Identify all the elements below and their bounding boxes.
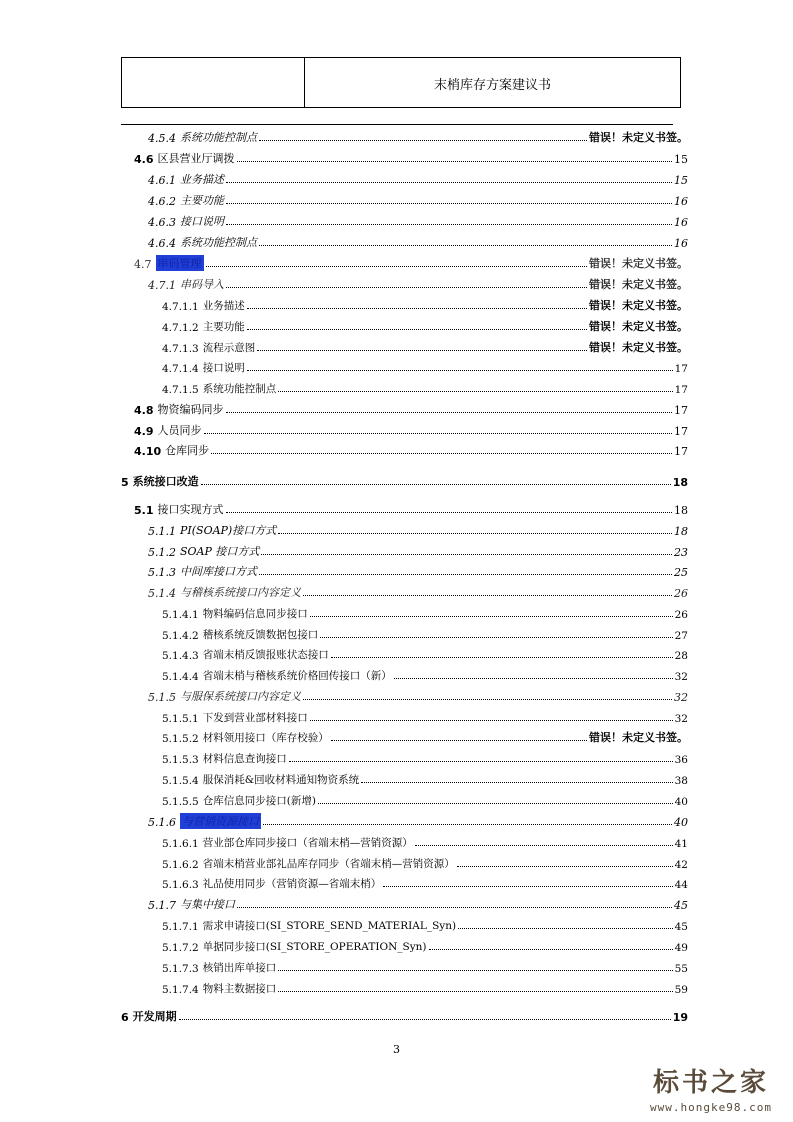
toc-entry-page: 18 xyxy=(672,476,688,489)
toc-leader-dots xyxy=(226,287,587,288)
toc-entry-page: 15 xyxy=(674,174,688,187)
toc-entry[interactable] xyxy=(134,148,688,166)
toc-entry-title: 主要功能 xyxy=(202,321,245,333)
toc-entry-title: 省端末梢反馈报账状态接口 xyxy=(202,649,329,661)
toc-entry-number: 5.1.4.2 xyxy=(162,630,199,642)
toc-entry-number: 4.6.1 xyxy=(148,174,176,187)
toc-leader-dots xyxy=(247,370,673,371)
toc-entry-number: 4.7.1.5 xyxy=(162,384,199,396)
toc-entry-title: 系统功能控制点 xyxy=(180,236,257,249)
toc-entry[interactable] xyxy=(162,769,688,787)
toc-leader-dots xyxy=(226,182,672,183)
toc-leader-dots xyxy=(237,161,673,162)
toc-entry-title: 系统接口改造 xyxy=(132,475,199,488)
toc-entry-title: 核销出库单接口 xyxy=(202,962,277,974)
toc-entry[interactable] xyxy=(162,853,688,871)
toc-entry-page: 错误！未定义书签。 xyxy=(589,320,688,333)
toc-entry-title: PI(SOAP)接口方式 xyxy=(180,524,277,537)
toc-entry-title: 服保消耗&回收材料通知物资系统 xyxy=(202,774,360,786)
toc-entry-page: 32 xyxy=(674,671,688,683)
toc-leader-dots xyxy=(415,845,673,846)
toc-entry-number: 5.1.6.3 xyxy=(162,879,199,891)
toc-entry[interactable] xyxy=(162,644,688,662)
toc-entry-page: 23 xyxy=(674,546,688,559)
toc-leader-dots xyxy=(310,616,673,617)
toc-entry[interactable] xyxy=(162,316,688,334)
toc-entry-title: 礼品使用同步（营销资源—省端末梢） xyxy=(202,878,382,890)
toc-entry[interactable] xyxy=(162,603,688,621)
toc-leader-dots xyxy=(303,699,672,700)
toc-leader-dots xyxy=(237,907,672,908)
toc-entry[interactable] xyxy=(162,748,688,766)
toc-entry-number: 4.7.1.1 xyxy=(162,301,199,313)
toc-entry-page: 45 xyxy=(674,921,688,933)
toc-entry-number: 5.1.5.3 xyxy=(162,754,199,766)
toc-leader-dots xyxy=(226,203,672,204)
toc-entry-title: 省端末梢与稽核系统价格回传接口（新） xyxy=(202,670,392,682)
toc-entry-title: 省端末梢营业部礼品库存同步（省端末梢—营销资源） xyxy=(202,858,455,870)
toc-entry-title: 材料信息查询接口 xyxy=(202,753,287,765)
toc-leader-dots xyxy=(331,657,673,658)
toc-entry-number: 5.1.4.1 xyxy=(162,609,199,621)
toc-leader-dots xyxy=(394,678,673,679)
toc-entry-title: 物料编码信息同步接口 xyxy=(202,608,308,620)
toc-entry-title: 区县营业厅调拨 xyxy=(157,152,235,165)
toc-entry[interactable] xyxy=(148,127,688,145)
toc-entry-page: 17 xyxy=(674,425,688,438)
toc-entry-number: 5.1.3 xyxy=(148,566,176,579)
toc-leader-dots xyxy=(383,886,672,887)
toc-entry-page: 55 xyxy=(674,963,688,975)
toc-entry[interactable] xyxy=(121,1006,688,1024)
toc-entry-number: 5.1.6.2 xyxy=(162,859,199,871)
toc-entry[interactable] xyxy=(121,471,688,489)
toc-entry[interactable] xyxy=(148,541,688,559)
toc-entry-title: SOAP 接口方式 xyxy=(180,545,260,558)
toc-entry-number: 5.1.7 xyxy=(148,899,176,912)
toc-entry[interactable] xyxy=(162,357,688,375)
toc-entry-title: 业务描述 xyxy=(180,173,224,186)
toc-entry-page: 26 xyxy=(674,609,688,621)
toc-entry-number: 4.10 xyxy=(134,445,162,458)
toc-leader-dots xyxy=(318,803,673,804)
toc-entry-number: 5.1.7.2 xyxy=(162,942,199,954)
toc-leader-dots xyxy=(201,484,671,485)
toc-entry-title: 业务描述 xyxy=(202,300,245,312)
toc-entry-page: 44 xyxy=(674,879,688,891)
toc-leader-dots xyxy=(226,224,672,225)
toc-entry-title: 营业部仓库同步接口（省端末梢—营销资源） xyxy=(202,837,413,849)
toc-entry-number: 5.1.7.1 xyxy=(162,921,199,933)
toc-leader-dots xyxy=(204,433,673,434)
toc-entry-page: 17 xyxy=(674,445,688,458)
toc-entry-page: 32 xyxy=(674,713,688,725)
toc-leader-dots xyxy=(320,637,672,638)
toc-leader-dots xyxy=(226,412,673,413)
toc-entry-page: 49 xyxy=(674,942,688,954)
toc-entry[interactable] xyxy=(134,399,688,417)
toc-entry[interactable] xyxy=(148,561,688,579)
toc-leader-dots xyxy=(457,866,673,867)
toc-leader-dots xyxy=(259,574,672,575)
page-number: 3 xyxy=(393,1043,400,1056)
toc-entry-page: 25 xyxy=(674,566,688,579)
header-title: 末梢库存方案建议书 xyxy=(433,78,551,93)
toc-leader-dots xyxy=(278,391,672,392)
toc-entry[interactable] xyxy=(134,499,688,517)
toc-entry-page: 17 xyxy=(674,384,688,396)
toc-entry-number: 4.7.1.3 xyxy=(162,343,199,355)
toc-entry[interactable] xyxy=(162,790,688,808)
toc-entry-page: 38 xyxy=(674,775,688,787)
toc-entry[interactable] xyxy=(148,520,688,538)
toc-entry-number: 4.8 xyxy=(134,404,154,417)
toc-entry-number: 4.6.3 xyxy=(148,216,176,229)
toc-leader-dots xyxy=(289,761,673,762)
toc-entry-page: 错误！未定义书签。 xyxy=(589,257,688,270)
toc-entry[interactable] xyxy=(148,274,688,292)
toc-entry-page: 45 xyxy=(674,899,688,912)
toc-entry-title: 人员同步 xyxy=(157,424,202,437)
toc-entry-page: 15 xyxy=(674,153,688,166)
toc-entry-number: 5.1.4.4 xyxy=(162,671,199,683)
toc-leader-dots xyxy=(226,512,673,513)
toc-entry[interactable] xyxy=(148,686,688,704)
toc-entry[interactable] xyxy=(162,378,688,396)
toc-entry-number: 5.1.2 xyxy=(148,546,176,559)
toc-entry-title: 仓库信息同步接口(新增) xyxy=(202,795,316,807)
toc-entry-title: 单据同步接口(SI_STORE_OPERATION_Syn) xyxy=(202,941,427,953)
toc-leader-dots xyxy=(261,554,672,555)
toc-entry-title: 接口说明 xyxy=(180,215,224,228)
toc-entry-page: 16 xyxy=(674,216,688,229)
toc-entry-title: 流程示意图 xyxy=(202,342,256,354)
toc-entry-page: 18 xyxy=(674,504,688,517)
toc-entry[interactable] xyxy=(162,707,688,725)
toc-entry-number: 5.1.5.2 xyxy=(162,733,199,745)
toc-entry-title: 主要功能 xyxy=(180,194,224,207)
toc-entry-page: 42 xyxy=(674,859,688,871)
toc-entry-number: 4.7.1.2 xyxy=(162,322,199,334)
toc-leader-dots xyxy=(361,782,673,783)
toc-entry-number: 4.5.4 xyxy=(148,132,176,145)
header-left-cell xyxy=(122,58,305,107)
toc-entry-title: 与稽核系统接口内容定义 xyxy=(180,586,301,599)
toc-entry-number: 4.9 xyxy=(134,425,154,438)
toc-leader-dots xyxy=(263,824,672,825)
toc-entry[interactable] xyxy=(162,665,688,683)
toc-leader-dots xyxy=(179,1019,671,1020)
toc-entry[interactable] xyxy=(134,253,688,271)
watermark-main: 标书之家 xyxy=(652,1068,769,1098)
toc-leader-dots xyxy=(278,533,672,534)
toc-entry-title: 系统功能控制点 xyxy=(202,383,277,395)
toc-leader-dots xyxy=(247,308,587,309)
toc-entry-title: 系统功能控制点 xyxy=(180,131,257,144)
toc-leader-dots xyxy=(211,453,672,454)
toc-entry-number: 4.6.4 xyxy=(148,237,176,250)
toc-leader-dots xyxy=(206,266,588,267)
toc-entry-number: 4.7.1.4 xyxy=(162,363,199,375)
toc-leader-dots xyxy=(257,350,587,351)
toc-entry-title: 物料主数据接口 xyxy=(202,983,277,995)
toc-entry-number: 6 xyxy=(121,1011,129,1024)
toc-entry-title: 物资编码同步 xyxy=(157,403,224,416)
toc-entry-number: 5.1.7.4 xyxy=(162,984,199,996)
toc-entry-page: 16 xyxy=(674,195,688,208)
toc-entry-page: 28 xyxy=(674,650,688,662)
toc-entry[interactable] xyxy=(162,915,688,933)
toc-entry[interactable] xyxy=(148,190,688,208)
toc-entry-title: 稽核系统反馈数据包接口 xyxy=(202,629,319,641)
toc-leader-dots xyxy=(310,720,673,721)
toc-leader-dots xyxy=(247,329,587,330)
toc-entry[interactable] xyxy=(148,211,688,229)
toc-entry-page: 错误！未定义书签。 xyxy=(589,131,688,144)
toc-entry-number: 5.1.4.3 xyxy=(162,650,199,662)
page-header xyxy=(121,57,681,108)
toc-entry[interactable] xyxy=(134,420,688,438)
toc-entry-page: 41 xyxy=(674,838,688,850)
toc-entry-number: 4.6.2 xyxy=(148,195,176,208)
toc-leader-dots xyxy=(429,949,673,950)
toc-entry-number: 5.1.6 xyxy=(148,816,176,829)
toc-entry-page: 17 xyxy=(674,404,688,417)
toc-entry-title: 仓库同步 xyxy=(165,444,210,457)
toc-entry-title: 材料领用接口（库存校验） xyxy=(202,732,329,744)
toc-entry-page: 16 xyxy=(674,237,688,250)
toc-entry[interactable] xyxy=(148,894,688,912)
toc-entry-page: 17 xyxy=(674,363,688,375)
toc-entry[interactable] xyxy=(162,295,688,313)
toc-entry-page: 59 xyxy=(674,984,688,996)
toc-leader-dots xyxy=(303,595,672,596)
toc-entry[interactable] xyxy=(162,727,688,745)
toc-entry-title: 与集中接口 xyxy=(180,898,235,911)
toc-entry-page: 40 xyxy=(674,816,688,829)
toc-entry-page: 错误！未定义书签。 xyxy=(589,341,688,354)
toc-entry-title: 串码导入 xyxy=(180,278,224,291)
toc-entry[interactable] xyxy=(162,337,688,355)
toc-entry-page: 40 xyxy=(674,796,688,808)
toc-entry-title: 与服保系统接口内容定义 xyxy=(180,690,301,703)
toc-entry[interactable] xyxy=(162,957,688,975)
toc-entry[interactable] xyxy=(162,624,688,642)
watermark-url: www.hongke98.com xyxy=(650,1101,772,1114)
toc-entry-title: 中间库接口方式 xyxy=(180,565,257,578)
watermark-logo xyxy=(632,1062,790,1118)
toc-entry-page: 19 xyxy=(672,1011,688,1024)
toc-entry-number: 5.1.5 xyxy=(148,691,176,704)
toc-entry[interactable] xyxy=(148,169,688,187)
toc-entry[interactable] xyxy=(162,832,688,850)
toc-entry-title: 与营销资源接口 xyxy=(182,815,259,828)
toc-leader-dots xyxy=(278,991,672,992)
toc-entry[interactable] xyxy=(148,232,688,250)
toc-entry-title: 串码管理 xyxy=(157,257,202,270)
toc-entry[interactable] xyxy=(134,440,688,458)
toc-leader-dots xyxy=(259,245,672,246)
toc-entry-number: 5.1.4 xyxy=(148,587,176,600)
toc-entry-title: 开发周期 xyxy=(132,1010,177,1023)
toc-entry-page: 18 xyxy=(674,525,688,538)
toc-entry[interactable] xyxy=(162,936,688,954)
toc-entry-page: 26 xyxy=(674,587,688,600)
header-rule xyxy=(121,124,673,125)
toc-entry-title: 接口实现方式 xyxy=(157,503,224,516)
toc-entry-number: 5.1.5.1 xyxy=(162,713,199,725)
toc-entry[interactable] xyxy=(148,582,688,600)
toc-entry-page: 错误！未定义书签。 xyxy=(589,278,688,291)
toc-entry-number: 5.1.5.4 xyxy=(162,775,199,787)
toc-entry-number: 5 xyxy=(121,476,129,489)
toc-entry-number: 4.6 xyxy=(134,153,154,166)
toc-entry-number: 5.1.1 xyxy=(148,525,176,538)
toc-entry-number: 5.1 xyxy=(134,504,154,517)
toc-entry-title: 下发到营业部材料接口 xyxy=(202,712,308,724)
toc-entry-number: 5.1.7.3 xyxy=(162,963,199,975)
toc-leader-dots xyxy=(278,970,672,971)
toc-leader-dots xyxy=(458,928,673,929)
toc-entry-page: 36 xyxy=(674,754,688,766)
toc-entry-number: 5.1.6.1 xyxy=(162,838,199,850)
toc-entry-page: 32 xyxy=(674,691,688,704)
toc-entry-number: 5.1.5.5 xyxy=(162,796,199,808)
toc-entry-page: 错误！未定义书签。 xyxy=(589,731,688,744)
toc-leader-dots xyxy=(259,140,587,141)
toc-entry-page: 27 xyxy=(674,630,688,642)
toc-leader-dots xyxy=(331,740,587,741)
toc-entry[interactable] xyxy=(162,978,688,996)
toc-entry-title: 接口说明 xyxy=(202,362,245,374)
toc-entry[interactable] xyxy=(162,873,688,891)
toc-entry-title: 需求申请接口(SI_STORE_SEND_MATERIAL_Syn) xyxy=(202,920,457,932)
toc-entry-page: 错误！未定义书签。 xyxy=(589,299,688,312)
toc-entry-number: 4.7 xyxy=(134,258,152,271)
toc-entry[interactable] xyxy=(148,811,688,829)
toc-entry-number: 4.7.1 xyxy=(148,279,176,292)
